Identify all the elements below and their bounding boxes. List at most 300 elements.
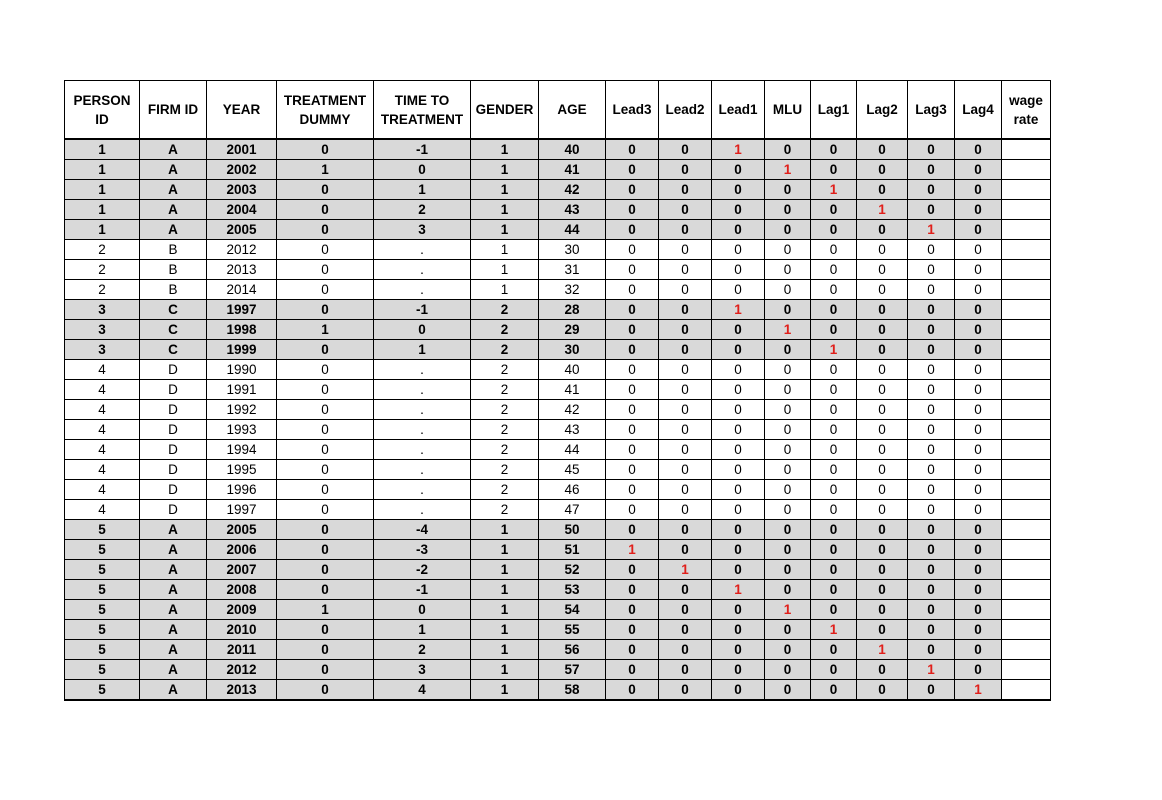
cell-mlu: 0 [765, 400, 811, 420]
header-mlu: MLU [765, 81, 811, 140]
cell-lead3: 0 [606, 280, 659, 300]
cell-age: 30 [539, 240, 606, 260]
table-row [65, 160, 1051, 180]
cell-year: 2009 [207, 600, 277, 620]
cell-mlu: 0 [765, 520, 811, 540]
cell-lead1: 0 [712, 680, 765, 701]
cell-lead1: 0 [712, 620, 765, 640]
cell-lead3: 0 [606, 460, 659, 480]
cell-time-to-treatment: . [374, 400, 471, 420]
cell-wage-rate [1002, 500, 1051, 520]
cell-gender: 2 [471, 300, 539, 320]
cell-wage-rate [1002, 540, 1051, 560]
cell-firm-id: B [140, 280, 207, 300]
cell-lead3: 0 [606, 580, 659, 600]
cell-lag1: 0 [811, 680, 857, 701]
cell-lead2: 0 [659, 400, 712, 420]
header-lag1: Lag1 [811, 81, 857, 140]
cell-lead2: 0 [659, 380, 712, 400]
cell-person-id: 1 [65, 160, 140, 180]
cell-firm-id: D [140, 360, 207, 380]
cell-year: 1992 [207, 400, 277, 420]
cell-mlu: 0 [765, 300, 811, 320]
cell-year: 2013 [207, 680, 277, 701]
cell-lead1: 0 [712, 260, 765, 280]
cell-lead2: 0 [659, 340, 712, 360]
cell-age: 30 [539, 340, 606, 360]
cell-firm-id: A [140, 680, 207, 701]
cell-lag1: 0 [811, 560, 857, 580]
cell-lag3: 1 [908, 220, 955, 240]
table-row [65, 200, 1051, 220]
cell-gender: 1 [471, 600, 539, 620]
cell-wage-rate [1002, 160, 1051, 180]
cell-time-to-treatment: . [374, 500, 471, 520]
cell-time-to-treatment: 0 [374, 320, 471, 340]
cell-gender: 1 [471, 240, 539, 260]
cell-firm-id: D [140, 420, 207, 440]
cell-lead2: 0 [659, 160, 712, 180]
cell-lag3: 0 [908, 139, 955, 160]
cell-lag2: 0 [857, 360, 908, 380]
header-row [65, 81, 1051, 140]
cell-lag3: 0 [908, 680, 955, 701]
cell-gender: 1 [471, 680, 539, 701]
cell-year: 1997 [207, 300, 277, 320]
table-row [65, 280, 1051, 300]
cell-age: 51 [539, 540, 606, 560]
cell-lag3: 0 [908, 560, 955, 580]
panel-data-table [64, 80, 1051, 701]
cell-age: 28 [539, 300, 606, 320]
cell-gender: 1 [471, 580, 539, 600]
table-row [65, 400, 1051, 420]
cell-lag4: 0 [955, 560, 1002, 580]
cell-lead1: 0 [712, 440, 765, 460]
cell-lag2: 0 [857, 440, 908, 460]
cell-lag2: 0 [857, 580, 908, 600]
table-row [65, 139, 1051, 160]
cell-age: 54 [539, 600, 606, 620]
cell-lead2: 0 [659, 460, 712, 480]
cell-lag3: 0 [908, 440, 955, 460]
cell-wage-rate [1002, 460, 1051, 480]
cell-time-to-treatment: 1 [374, 620, 471, 640]
cell-lead2: 0 [659, 520, 712, 540]
cell-lag4: 0 [955, 220, 1002, 240]
cell-lag2: 0 [857, 680, 908, 701]
cell-person-id: 3 [65, 300, 140, 320]
cell-person-id: 4 [65, 480, 140, 500]
cell-gender: 2 [471, 320, 539, 340]
cell-treatment-dummy: 0 [277, 680, 374, 701]
cell-gender: 1 [471, 280, 539, 300]
cell-lag3: 0 [908, 320, 955, 340]
cell-time-to-treatment: . [374, 360, 471, 380]
cell-time-to-treatment: 2 [374, 200, 471, 220]
cell-lag1: 0 [811, 260, 857, 280]
cell-year: 2013 [207, 260, 277, 280]
cell-year: 2003 [207, 180, 277, 200]
table-row [65, 480, 1051, 500]
cell-lag2: 1 [857, 200, 908, 220]
cell-lead1: 0 [712, 180, 765, 200]
cell-lead3: 0 [606, 139, 659, 160]
cell-lag4: 0 [955, 360, 1002, 380]
cell-lag3: 0 [908, 600, 955, 620]
cell-mlu: 0 [765, 340, 811, 360]
cell-time-to-treatment: -4 [374, 520, 471, 540]
cell-lead2: 0 [659, 660, 712, 680]
cell-lead1: 0 [712, 280, 765, 300]
cell-age: 44 [539, 440, 606, 460]
cell-lag3: 0 [908, 420, 955, 440]
cell-lag2: 0 [857, 260, 908, 280]
cell-person-id: 2 [65, 240, 140, 260]
cell-lag1: 0 [811, 400, 857, 420]
cell-treatment-dummy: 0 [277, 360, 374, 380]
cell-person-id: 4 [65, 380, 140, 400]
cell-gender: 1 [471, 260, 539, 280]
cell-time-to-treatment: 0 [374, 600, 471, 620]
cell-treatment-dummy: 0 [277, 240, 374, 260]
cell-lag3: 0 [908, 180, 955, 200]
cell-gender: 1 [471, 640, 539, 660]
header-wage-rate: wage rate [1002, 81, 1051, 140]
cell-gender: 1 [471, 180, 539, 200]
cell-firm-id: A [140, 160, 207, 180]
cell-gender: 2 [471, 500, 539, 520]
cell-lag1: 0 [811, 580, 857, 600]
cell-treatment-dummy: 0 [277, 580, 374, 600]
cell-lead3: 0 [606, 220, 659, 240]
cell-treatment-dummy: 0 [277, 220, 374, 240]
cell-time-to-treatment: . [374, 260, 471, 280]
cell-lag2: 0 [857, 540, 908, 560]
cell-mlu: 1 [765, 600, 811, 620]
cell-age: 58 [539, 680, 606, 701]
cell-lead3: 0 [606, 680, 659, 701]
cell-lag4: 0 [955, 280, 1002, 300]
cell-lead1: 0 [712, 660, 765, 680]
cell-gender: 1 [471, 200, 539, 220]
table-row [65, 620, 1051, 640]
cell-year: 1998 [207, 320, 277, 340]
cell-time-to-treatment: 0 [374, 160, 471, 180]
cell-treatment-dummy: 0 [277, 139, 374, 160]
cell-firm-id: A [140, 220, 207, 240]
cell-lead1: 0 [712, 600, 765, 620]
cell-lag1: 0 [811, 600, 857, 620]
cell-firm-id: C [140, 320, 207, 340]
header-lag2: Lag2 [857, 81, 908, 140]
cell-lag2: 0 [857, 320, 908, 340]
cell-lead2: 0 [659, 240, 712, 260]
cell-year: 2005 [207, 220, 277, 240]
cell-lead1: 0 [712, 360, 765, 380]
cell-lead3: 0 [606, 360, 659, 380]
cell-year: 2006 [207, 540, 277, 560]
cell-firm-id: A [140, 520, 207, 540]
cell-wage-rate [1002, 640, 1051, 660]
cell-firm-id: D [140, 400, 207, 420]
cell-time-to-treatment: 2 [374, 640, 471, 660]
cell-age: 57 [539, 660, 606, 680]
cell-treatment-dummy: 0 [277, 280, 374, 300]
cell-person-id: 2 [65, 280, 140, 300]
cell-lead3: 0 [606, 400, 659, 420]
table-row [65, 340, 1051, 360]
cell-mlu: 0 [765, 139, 811, 160]
cell-treatment-dummy: 1 [277, 160, 374, 180]
cell-mlu: 0 [765, 200, 811, 220]
cell-lag2: 0 [857, 660, 908, 680]
table-row [65, 220, 1051, 240]
cell-mlu: 1 [765, 160, 811, 180]
cell-lag3: 0 [908, 400, 955, 420]
table-body [65, 139, 1051, 700]
cell-lead1: 0 [712, 520, 765, 540]
cell-mlu: 0 [765, 560, 811, 580]
cell-time-to-treatment: 4 [374, 680, 471, 701]
cell-lead3: 0 [606, 320, 659, 340]
cell-wage-rate [1002, 280, 1051, 300]
cell-time-to-treatment: . [374, 460, 471, 480]
cell-treatment-dummy: 0 [277, 500, 374, 520]
cell-lag1: 0 [811, 139, 857, 160]
cell-gender: 1 [471, 520, 539, 540]
cell-age: 50 [539, 520, 606, 540]
cell-lag2: 0 [857, 420, 908, 440]
cell-lead1: 0 [712, 320, 765, 340]
cell-lead3: 0 [606, 560, 659, 580]
cell-lag1: 1 [811, 180, 857, 200]
cell-lag1: 0 [811, 220, 857, 240]
cell-treatment-dummy: 0 [277, 520, 374, 540]
cell-lag4: 0 [955, 460, 1002, 480]
cell-lead3: 0 [606, 240, 659, 260]
cell-age: 43 [539, 200, 606, 220]
cell-firm-id: A [140, 180, 207, 200]
cell-lead2: 0 [659, 440, 712, 460]
cell-mlu: 0 [765, 540, 811, 560]
cell-lag2: 0 [857, 460, 908, 480]
cell-treatment-dummy: 0 [277, 440, 374, 460]
cell-lead2: 0 [659, 360, 712, 380]
cell-gender: 2 [471, 360, 539, 380]
cell-year: 2004 [207, 200, 277, 220]
header-lag4: Lag4 [955, 81, 1002, 140]
cell-lag2: 0 [857, 340, 908, 360]
cell-lead2: 0 [659, 139, 712, 160]
cell-age: 42 [539, 400, 606, 420]
cell-lag3: 0 [908, 480, 955, 500]
cell-lag2: 0 [857, 520, 908, 540]
cell-lead3: 0 [606, 300, 659, 320]
cell-lag2: 0 [857, 600, 908, 620]
cell-gender: 2 [471, 460, 539, 480]
cell-lead3: 0 [606, 440, 659, 460]
cell-mlu: 1 [765, 320, 811, 340]
cell-firm-id: A [140, 580, 207, 600]
cell-age: 44 [539, 220, 606, 240]
cell-mlu: 0 [765, 260, 811, 280]
cell-gender: 1 [471, 540, 539, 560]
cell-mlu: 0 [765, 240, 811, 260]
cell-treatment-dummy: 0 [277, 380, 374, 400]
cell-firm-id: B [140, 260, 207, 280]
table-row [65, 440, 1051, 460]
cell-treatment-dummy: 0 [277, 560, 374, 580]
cell-lead1: 0 [712, 200, 765, 220]
cell-firm-id: A [140, 139, 207, 160]
cell-lag4: 0 [955, 480, 1002, 500]
cell-wage-rate [1002, 520, 1051, 540]
cell-mlu: 0 [765, 680, 811, 701]
cell-time-to-treatment: 3 [374, 660, 471, 680]
cell-age: 32 [539, 280, 606, 300]
cell-lead2: 0 [659, 220, 712, 240]
cell-lead1: 0 [712, 240, 765, 260]
cell-lag2: 0 [857, 160, 908, 180]
cell-age: 31 [539, 260, 606, 280]
cell-lead3: 0 [606, 200, 659, 220]
cell-lag1: 0 [811, 380, 857, 400]
header-lead2: Lead2 [659, 81, 712, 140]
cell-lead3: 0 [606, 380, 659, 400]
cell-age: 56 [539, 640, 606, 660]
cell-lead1: 0 [712, 160, 765, 180]
table-row [65, 460, 1051, 480]
cell-lead2: 0 [659, 300, 712, 320]
cell-lag3: 1 [908, 660, 955, 680]
cell-age: 47 [539, 500, 606, 520]
cell-lead1: 0 [712, 380, 765, 400]
header-age: AGE [539, 81, 606, 140]
header-gender: GENDER [471, 81, 539, 140]
cell-lag4: 0 [955, 580, 1002, 600]
cell-lead3: 0 [606, 160, 659, 180]
cell-lead3: 0 [606, 260, 659, 280]
cell-lag4: 0 [955, 380, 1002, 400]
cell-mlu: 0 [765, 480, 811, 500]
cell-wage-rate [1002, 400, 1051, 420]
cell-mlu: 0 [765, 220, 811, 240]
cell-lag3: 0 [908, 240, 955, 260]
cell-lead1: 1 [712, 139, 765, 160]
cell-firm-id: D [140, 500, 207, 520]
cell-year: 1995 [207, 460, 277, 480]
cell-time-to-treatment: . [374, 380, 471, 400]
cell-year: 2002 [207, 160, 277, 180]
cell-lead1: 1 [712, 580, 765, 600]
cell-lag2: 0 [857, 300, 908, 320]
cell-lag4: 0 [955, 240, 1002, 260]
cell-lag1: 0 [811, 160, 857, 180]
cell-lag3: 0 [908, 540, 955, 560]
cell-firm-id: A [140, 540, 207, 560]
cell-time-to-treatment: -1 [374, 139, 471, 160]
cell-lead1: 0 [712, 420, 765, 440]
table-row [65, 300, 1051, 320]
cell-wage-rate [1002, 200, 1051, 220]
cell-firm-id: D [140, 480, 207, 500]
cell-age: 45 [539, 460, 606, 480]
cell-gender: 2 [471, 480, 539, 500]
cell-lag3: 0 [908, 640, 955, 660]
cell-treatment-dummy: 1 [277, 320, 374, 340]
cell-age: 41 [539, 160, 606, 180]
cell-age: 42 [539, 180, 606, 200]
cell-person-id: 5 [65, 560, 140, 580]
header-lag3: Lag3 [908, 81, 955, 140]
cell-lag4: 0 [955, 200, 1002, 220]
cell-firm-id: B [140, 240, 207, 260]
cell-year: 2005 [207, 520, 277, 540]
table-row [65, 320, 1051, 340]
cell-time-to-treatment: -3 [374, 540, 471, 560]
cell-treatment-dummy: 0 [277, 300, 374, 320]
cell-person-id: 2 [65, 260, 140, 280]
cell-gender: 1 [471, 560, 539, 580]
cell-lead2: 0 [659, 320, 712, 340]
cell-lag1: 0 [811, 440, 857, 460]
cell-lead3: 0 [606, 500, 659, 520]
cell-lead2: 0 [659, 600, 712, 620]
cell-lag4: 0 [955, 420, 1002, 440]
cell-lag1: 0 [811, 640, 857, 660]
header-time-to-treatment: TIME TO TREATMENT [374, 81, 471, 140]
cell-lag4: 0 [955, 620, 1002, 640]
cell-lag3: 0 [908, 620, 955, 640]
cell-firm-id: A [140, 640, 207, 660]
cell-lag2: 0 [857, 620, 908, 640]
cell-person-id: 5 [65, 680, 140, 701]
cell-person-id: 1 [65, 139, 140, 160]
cell-firm-id: A [140, 660, 207, 680]
cell-age: 53 [539, 580, 606, 600]
header-lead1: Lead1 [712, 81, 765, 140]
cell-lag1: 0 [811, 360, 857, 380]
cell-lag4: 0 [955, 500, 1002, 520]
cell-age: 46 [539, 480, 606, 500]
cell-lag3: 0 [908, 460, 955, 480]
cell-gender: 1 [471, 139, 539, 160]
cell-lead2: 0 [659, 580, 712, 600]
cell-wage-rate [1002, 300, 1051, 320]
cell-lag1: 1 [811, 340, 857, 360]
cell-wage-rate [1002, 360, 1051, 380]
table-row [65, 540, 1051, 560]
cell-mlu: 0 [765, 440, 811, 460]
table-row [65, 240, 1051, 260]
cell-year: 2012 [207, 240, 277, 260]
table-row [65, 260, 1051, 280]
cell-year: 1996 [207, 480, 277, 500]
cell-treatment-dummy: 0 [277, 340, 374, 360]
cell-lag3: 0 [908, 280, 955, 300]
cell-time-to-treatment: . [374, 420, 471, 440]
cell-treatment-dummy: 0 [277, 180, 374, 200]
cell-year: 2008 [207, 580, 277, 600]
cell-lag1: 1 [811, 620, 857, 640]
cell-treatment-dummy: 0 [277, 660, 374, 680]
cell-lead2: 0 [659, 200, 712, 220]
cell-mlu: 0 [765, 460, 811, 480]
cell-year: 2012 [207, 660, 277, 680]
cell-lag1: 0 [811, 520, 857, 540]
cell-lag2: 0 [857, 240, 908, 260]
